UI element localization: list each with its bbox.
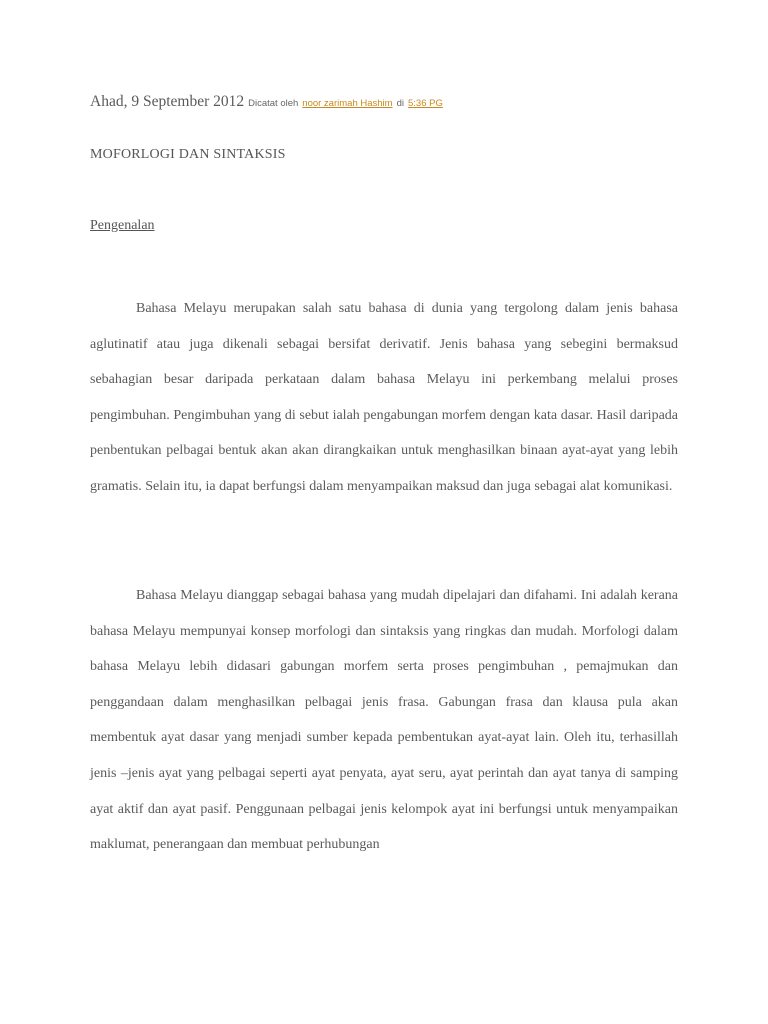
at-label: di	[396, 98, 404, 109]
post-meta	[90, 92, 443, 114]
post-time-link[interactable]: 5:36 PG	[407, 98, 443, 109]
section-heading: Pengenalan	[90, 218, 155, 233]
paragraph: Bahasa Melayu merupakan salah satu bahasa di dunia yang tergolong dalam jenis bahasa aglutinatif atau juga dikenali sebagai bersifat derivatif. Jenis bahasa yang sebegini bermaksud sebahagian besar daripada perkataan dalam bahasa Melayu ini perkembang melalui proses pengimbuhan. Pengimbuhan yang di sebut ialah pengabungan morfem dengan kata dasar. Hasil daripada penbentukan pelbagai bentuk akan akan dirangkaikan untuk menghasilkan binaan ayat-ayat yang lebih gramatis. Selain itu, ia dapat berfungsi dalam menyampaikan maksud dan juga sebagai alat komunikasi.	[90, 301, 678, 494]
post-date: Ahad, 9 September 2012	[90, 93, 245, 110]
posted-by-label: Dicatat oleh	[248, 98, 299, 109]
paragraph: Bahasa Melayu dianggap sebagai bahasa yang mudah dipelajari dan difahami. Ini adalah kerana bahasa Melayu mempunyai konsep morfologi dan sintaksis yang ringkas dan mudah. Morfologi dalam bahasa Melayu lebih didasari gabungan morfem serta proses pengimbuhan , pemajmukan dan penggandaan dalam menghasilkan pelbagai jenis frasa. Gabungan frasa dan klausa pula akan membentuk ayat dasar yang menjadi sumber kepada pembentukan ayat-ayat lain. Oleh itu, terhasillah jenis –jenis ayat yang pelbagai seperti ayat penyata, ayat seru, ayat perintah dan ayat tanya di samping ayat aktif dan ayat pasif. Penggunaan pelbagai jenis kelompok ayat ini berfungsi untuk menyampaikan maklumat, penerangaan dan membuat perhubungan	[90, 588, 678, 853]
document-title: MOFORLOGI DAN SINTAKSIS	[90, 147, 286, 162]
author-link[interactable]: noor zarimah Hashim	[302, 98, 393, 109]
